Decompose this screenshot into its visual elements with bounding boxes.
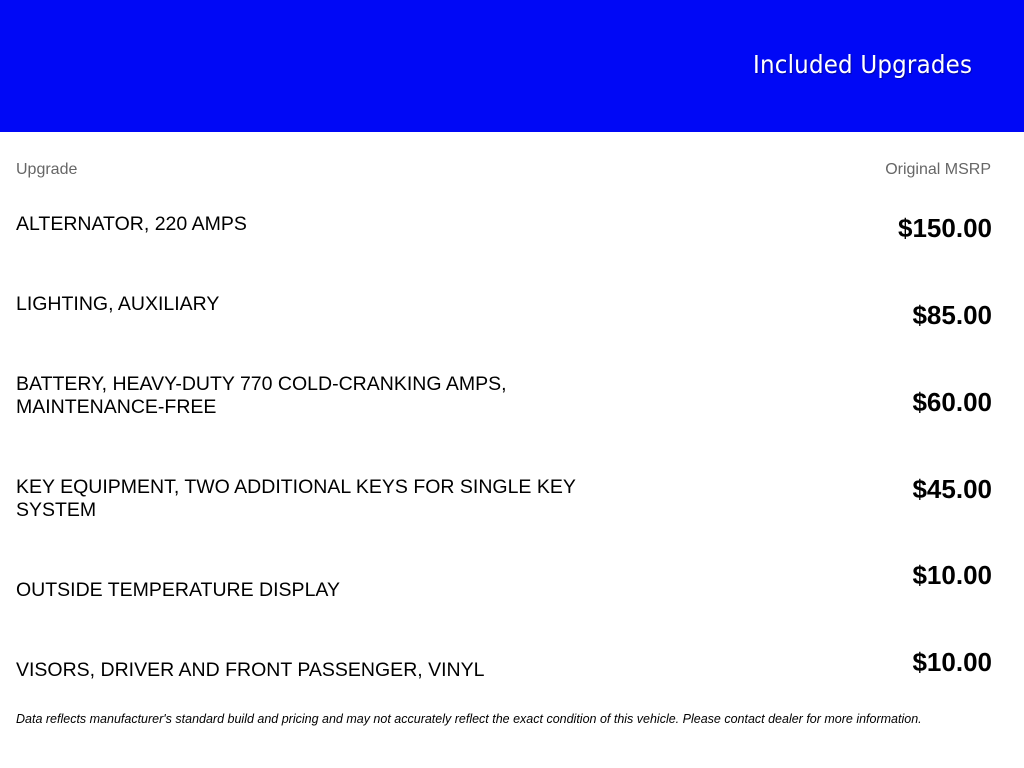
upgrade-price: $60.00 xyxy=(912,387,992,417)
upgrade-name: LIGHTING, AUXILIARY xyxy=(16,293,220,315)
disclaimer-text: Data reflects manufacturer's standard build and pricing and may not accurately reflect the exact condition of this vehicle. Please contact dealer for more information. xyxy=(16,712,922,726)
upgrade-price: $10.00 xyxy=(912,560,992,590)
upgrade-name: VISORS, DRIVER AND FRONT PASSENGER, VINYL xyxy=(16,659,485,681)
upgrade-price: $150.00 xyxy=(898,213,992,243)
upgrade-name: BATTERY, HEAVY-DUTY 770 COLD-CRANKING AMPS, MAINTENANCE-FREE xyxy=(16,373,507,418)
upgrade-name: ALTERNATOR, 220 AMPS xyxy=(16,213,247,235)
upgrade-price: $85.00 xyxy=(912,300,992,330)
column-header-msrp: Original MSRP xyxy=(885,161,991,178)
page-title: Included Upgrades xyxy=(752,50,972,79)
upgrade-price: $45.00 xyxy=(912,474,992,504)
upgrade-name: KEY EQUIPMENT, TWO ADDITIONAL KEYS FOR SINGLE KEY SYSTEM xyxy=(16,476,576,521)
upgrade-name: OUTSIDE TEMPERATURE DISPLAY xyxy=(16,579,340,601)
column-header-upgrade: Upgrade xyxy=(16,161,78,178)
header-banner xyxy=(0,0,1024,132)
upgrade-price: $10.00 xyxy=(912,647,992,677)
